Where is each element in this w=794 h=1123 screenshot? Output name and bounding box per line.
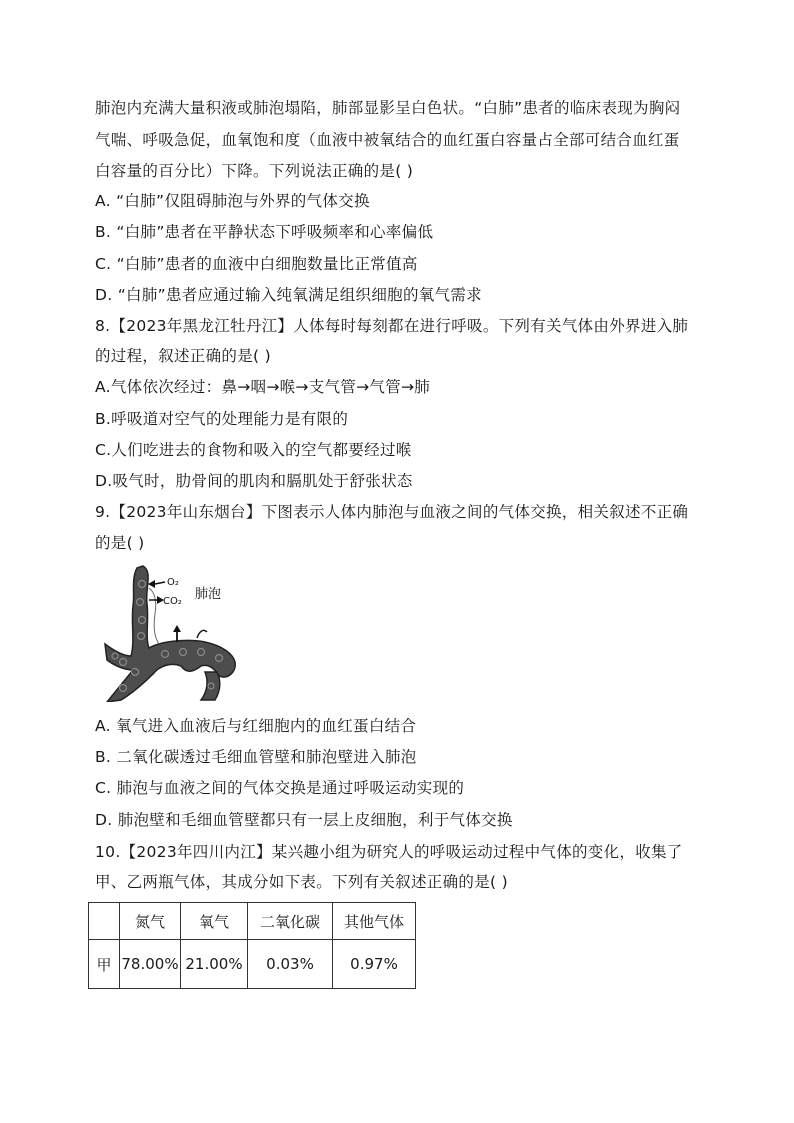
table-header-row [89,903,416,940]
table-cell: 78.00% [120,940,181,989]
q9-option-b: B. 二氧化碳透过毛细血管壁和肺泡壁进入肺泡 [95,748,417,766]
q9-option-c: C. 肺泡与血液之间的气体交换是通过呼吸运动实现的 [95,779,465,797]
table-cell: 0.97% [333,940,416,989]
q8-option-c: C.人们吃进去的食物和吸入的空气都要经过喉 [95,441,412,459]
table-cell: 0.03% [248,940,333,989]
q7-option-a: A. “白肺”仅阻碍肺泡与外界的气体交换 [95,192,370,210]
q7-stem-line-3: 白容量的百分比）下降。下列说法正确的是( ) [95,162,414,180]
q7-option-c: C. “白肺”患者的血液中白细胞数量比正常值高 [95,255,418,273]
alveolus-capillary-figure [95,562,240,702]
q8-stem-line-1: 8.【2023年黑龙江牡丹江】人体每时每刻都在进行呼吸。下列有关气体由外界进入肺 [95,317,689,335]
q8-option-d: D.吸气时，肋骨间的肌肉和膈肌处于舒张状态 [95,472,413,490]
q9-stem-line-2: 的是( ) [95,534,145,552]
q9-option-d: D. 肺泡壁和毛细血管壁都只有一层上皮细胞，利于气体交换 [95,811,513,829]
q9-stem-line-1: 9.【2023年山东烟台】下图表示人体内肺泡与血液之间的气体交换，相关叙述不正确 [95,503,689,521]
q7-option-d: D. “白肺”患者应通过输入纯氧满足组织细胞的氧气需求 [95,286,482,304]
q9-option-a: A. 氧气进入血液后与红细胞内的血红蛋白结合 [95,717,417,735]
q8-option-a: A.气体依次经过：鼻→咽→喉→支气管→气管→肺 [95,378,431,396]
table-cell: 甲 [89,940,120,989]
q7-stem-line-1: 肺泡内充满大量积液或肺泡塌陷，肺部显影呈白色状。“白肺”患者的临床表现为胸闷 [95,99,681,117]
q10-stem-line-2: 甲、乙两瓶气体，其成分如下表。下列有关叙述正确的是( ) [95,873,508,891]
o2-label: O₂ [167,577,179,588]
q10-stem-line-1: 10.【2023年四川内江】某兴趣小组为研究人的呼吸运动过程中气体的变化，收集了 [95,843,683,861]
table-header-cell: 二氧化碳 [248,903,333,940]
q7-option-b: B. “白肺”患者在平静状态下呼吸频率和心率偏低 [95,223,434,241]
table-row [89,940,416,989]
gas-composition-table [88,902,416,989]
co2-label: CO₂ [163,596,182,607]
q8-stem-line-2: 的过程，叙述正确的是( ) [95,347,271,365]
table-header-cell: 其他气体 [333,903,416,940]
q7-stem-line-2: 气喘、呼吸急促，血氧饱和度（血液中被氧结合的血红蛋白容量占全部可结合血红蛋 [95,131,680,149]
table-header-cell: 氧气 [181,903,248,940]
table-header-cell [89,903,120,940]
table-cell: 21.00% [181,940,248,989]
table-header-cell: 氮气 [120,903,181,940]
o2-arrow-icon [148,580,155,588]
alveolus-label: 肺泡 [195,587,222,602]
q8-option-b: B.呼吸道对空气的处理能力是有限的 [95,410,349,428]
